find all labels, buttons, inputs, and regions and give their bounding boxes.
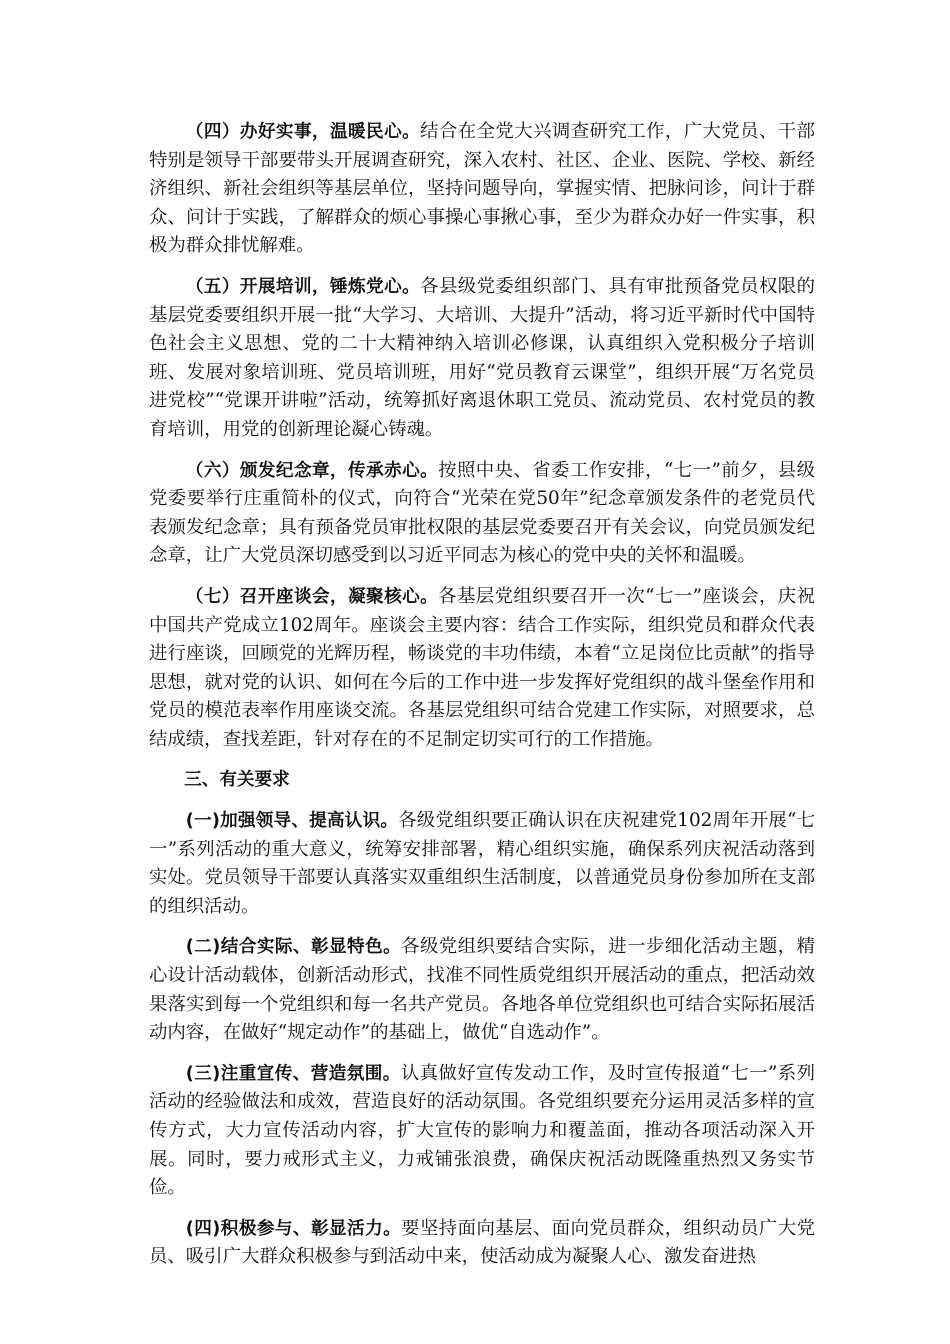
paragraph-text: 结合在全党大兴调查研究工作，广大党员、干部特别是领导干部要带头开展调查研究，深入农村、社区、企业、医院、学校、新经济组织、新社会组织等基层单位，坚持问题导向，掌握实情、把脉问诊，问计于群众、问计于实践，了解群众的烦心事操心事揪心事，至少为群众办好一件实事，积极为群众排忧解难。 [149,121,815,257]
paragraph-text: 各级党组织要正确认识在庆祝建党102周年开展“七一”系列活动的重大意义，统筹安排部署，精心组织实施，确保系列庆祝活动落到实处。党员领导干部要认真落实双重组织生活制度，以普通党员身份参加所在支部的组织活动。 [149,810,815,917]
paragraph-seven [149,583,815,755]
paragraph-title: （七）召开座谈会，凝聚核心。 [185,586,439,607]
paragraph-text: 各级党组织要结合实际，进一步细化活动主题，精心设计活动载体，创新活动形式，找准不同性质党组织开展活动的重点，把活动效果落实到每一个党组织和每一名共产党员。各地各单位党组织也可结合实际拓展活动内容，在做好“规定动作”的基础上，做优“自选动作”。 [149,936,815,1044]
paragraph-title: (四)积极参与、彰显活力。 [185,1218,402,1239]
paragraph-text: 按照中央、省委工作安排，“七一”前夕，县级党委要举行庄重简朴的仪式，向符合“光荣在党50年”纪念章颁发条件的老党员代表颁发纪念章；具有预备党员审批权限的基层党委要召开有关会议，向党员颁发纪念章，让广大党员深切感受到以习近平同志为核心的党中央的关怀和温暖。 [149,459,815,567]
paragraph-title: (一)加强领导、提高认识。 [185,811,399,832]
paragraph-text: 各基层党组织要召开一次“七一”座谈会，庆祝中国共产党成立102周年。座谈会主要内容：结合工作实际，组织党员和群众代表进行座谈，回顾党的光辉历程，畅谈党的丰功伟绩，本着“立足岗位比贡献”的指导思想，就对党的认识、如何在今后的工作中进一步发挥好党组织的战斗堡垒作用和党员的模范表率作用座谈交流。各基层党组织可结合党建工作实际，对照要求，总结成绩，查找差距，针对存在的不足制定切实可行的工作措施。 [149,585,815,750]
requirement-one [149,807,815,921]
paragraph-title: (二)结合实际、彰显特色。 [185,937,402,958]
section-heading: 三、有关要求 [184,770,290,791]
paragraph-title: （五）开展培训，锤炼党心。 [185,276,421,297]
document-body [149,118,815,1272]
paragraph-five [149,273,815,445]
paragraph-title: (三)注重宣传、营造氛围。 [185,1063,401,1084]
requirement-two [149,933,815,1047]
paragraph-title: （四）办好实事，温暖民心。 [185,122,421,142]
paragraph-title: （六）颁发纪念章，传承赤心。 [185,460,439,481]
paragraph-four [149,118,815,261]
paragraph-text: 认真做好宣传发动工作，及时宣传报道“七一”系列活动的经验做法和成效，营造良好的活动氛围。各党组织要充分运用灵活多样的宣传方式，大力宣传活动内容，扩大宣传的影响力和覆盖面，推动各项活动深入开展。同时，要力戒形式主义，力戒铺张浪费，确保庆祝活动既隆重热烈又务实节俭。 [149,1062,815,1199]
requirement-four [149,1215,815,1272]
paragraph-text: 各县级党委组织部门、具有审批预备党员权限的基层党委要组织开展一批“大学习、大培训、大提升”活动，将习近平新时代中国特色社会主义思想、党的二十大精神纳入培训必修课，认真组织入党积极分子培训班、发展对象培训班、党员培训班，用好“党员教育云课堂”，组织开展“万名党员进党校”“党课开讲啦”活动，统筹抓好离退休职工党员、流动党员、农村党员的教育培训，用党的创新理论凝心铸魂。 [149,275,815,440]
paragraph-text: 要坚持面向基层、面向党员群众，组织动员广大党员、吸引广大群众积极参与到活动中来，使活动成为凝聚人心、激发奋进热 [149,1217,815,1268]
paragraph-six [149,457,815,571]
requirement-three [149,1060,815,1203]
